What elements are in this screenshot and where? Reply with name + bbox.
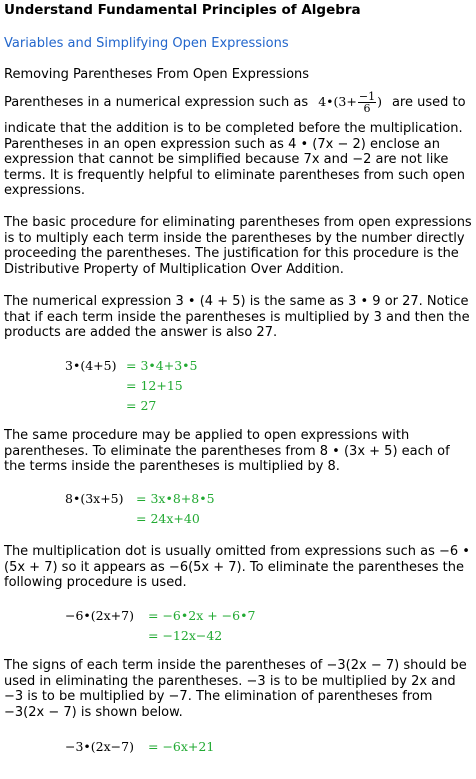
fraction-numerator: −1 bbox=[358, 90, 376, 103]
example-1-step-1: = 3•4+3•5 bbox=[126, 358, 198, 373]
intro-first-line bbox=[4, 91, 466, 114]
section-heading: Variables and Simplifying Open Expressions bbox=[4, 36, 289, 51]
page-title: Understand Fundamental Principles of Algebra bbox=[4, 2, 361, 18]
example-3-step-2: = −12x−42 bbox=[148, 628, 223, 643]
subsection-heading: Removing Parentheses From Open Expressions bbox=[4, 67, 310, 82]
example-2-step-1: = 3x•8+8•5 bbox=[136, 491, 215, 506]
paragraph-signs: The signs of each term inside the parentheses of −3(2x − 7) should be used in eliminating the parentheses. −3 is to be multiplied by 2x and −3 is to be multiplied by −7. The elimination of parentheses from −3(2x − 7) is shown below. bbox=[4, 658, 467, 720]
intro-tail: are used to bbox=[391, 95, 466, 110]
example-4-step-1: = −6x+21 bbox=[148, 739, 215, 754]
example-1-step-2: = 12+15 bbox=[126, 378, 183, 393]
example-1-step-3: = 27 bbox=[126, 398, 157, 413]
intro-paragraph: indicate that the addition is to be completed before the multiplication. Parentheses in an open expression such as 4 • (7x − 2) enclose an expression that cannot be simplified because 7x and −2 are not like terms. It is frequently helpful to eliminate parentheses from such open expressions. bbox=[4, 121, 466, 198]
paragraph-procedure: The basic procedure for eliminating parentheses from open expressions is to multiply each term inside the parentheses by the number directly proceeding the parentheses. The justification for this procedure is the Distributive Property of Multiplication Over Addition. bbox=[4, 215, 472, 277]
example-2-lhs: 8•(3x+5) bbox=[65, 491, 124, 506]
fraction bbox=[358, 91, 376, 114]
intro-lead: Parentheses in a numerical expression such as bbox=[4, 95, 309, 110]
paragraph-multiplication-dot: The multiplication dot is usually omitted from expressions such as −6 • (5x + 7) so it appears as −6(5x + 7). To eliminate the parentheses the following procedure is used. bbox=[4, 544, 470, 590]
example-2-step-2: = 24x+40 bbox=[136, 511, 200, 526]
example-3-step-1: = −6•2x + −6•7 bbox=[148, 608, 256, 623]
intro-expression bbox=[318, 90, 386, 115]
fraction-denominator: 6 bbox=[363, 102, 371, 115]
intro-expression-left: 4•(3+ bbox=[318, 94, 357, 109]
paragraph-open-expressions: The same procedure may be applied to open expressions with parentheses. To eliminate the parentheses from 8 • (3x + 5) each of the terms inside the parentheses is multiplied by 8. bbox=[4, 428, 450, 474]
intro-expression-right: ) bbox=[377, 94, 382, 109]
example-1-lhs: 3•(4+5) bbox=[65, 358, 117, 373]
example-3-lhs: −6•(2x+7) bbox=[65, 608, 134, 623]
example-4-lhs: −3•(2x−7) bbox=[65, 739, 134, 754]
paragraph-numerical-example: The numerical expression 3 • (4 + 5) is the same as 3 • 9 or 27. Notice that if each term inside the parentheses is multiplied by 3 and then the products are added the answer is also 27. bbox=[4, 294, 470, 340]
